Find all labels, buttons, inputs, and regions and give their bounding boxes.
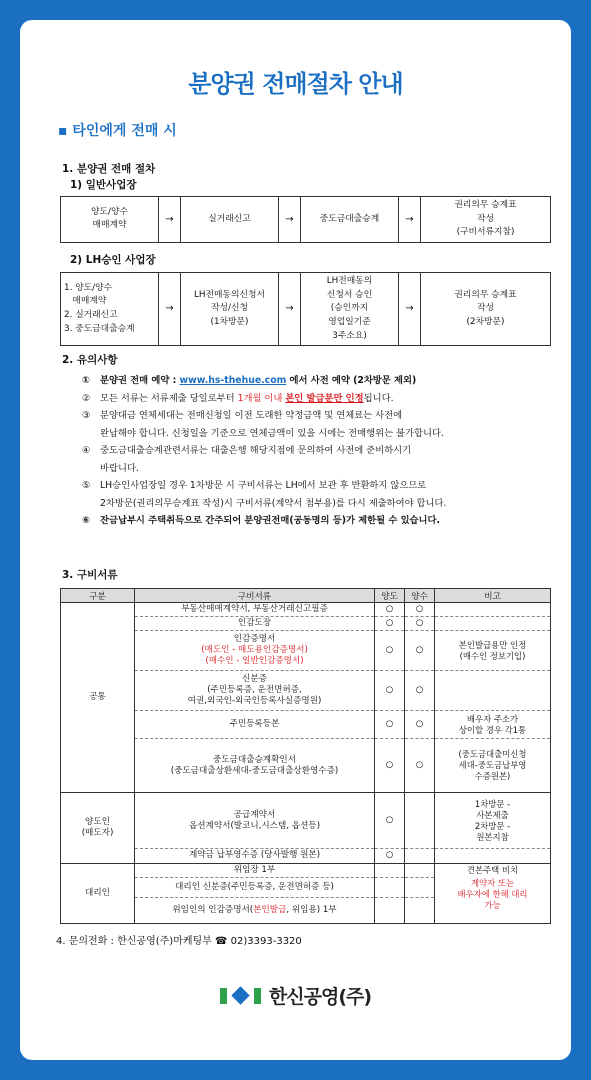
col-header: 비고: [435, 589, 551, 603]
doc-item: 위임장 1부: [135, 863, 375, 877]
logo-diamond-icon: [231, 986, 249, 1004]
doc-item: 중도금대출승계확인서 (중도금대출상환세대-중도금대출상환영수증): [135, 739, 375, 793]
doc-item: 계약금 납부영수증 (당사발행 원본): [135, 849, 375, 863]
notes-list: [82, 372, 552, 530]
mark: [375, 877, 405, 897]
doc-note: [435, 603, 551, 617]
section3-heading: 3. 구비서류: [62, 569, 118, 581]
section2-heading: 2. 유의사항: [62, 354, 118, 366]
flow-step-first: [61, 273, 159, 346]
note-item: ⑤ LH승인사업장일 경우 1차방문 시 구비서류는 LH에서 보관 후 반환하지 않으므로 2차방문(권리의무승계표 작성)시 구비서류(계약서 첨부용)를 다시 제출하여야 합니다.: [82, 480, 447, 509]
doc-item: 위임인의 인감증명서(본인발급, 위임용) 1부: [135, 897, 375, 923]
mark: ○: [375, 603, 405, 617]
note-item: ① 분양권 전매 예약 : www.hs-thehue.com 에서 사전 예약 (2차방문 제외): [82, 375, 417, 386]
flow-substep: 3. 중도금대출승계: [64, 323, 135, 334]
group-label: 대리인: [61, 863, 135, 923]
mark: [405, 849, 435, 863]
lh-site-heading: 2) LH승인 사업장: [70, 254, 156, 266]
doc-note: 견본주택 비치: [435, 863, 551, 877]
page-title: 분양권 전매절차 안내: [188, 70, 403, 98]
mark: ○: [375, 617, 405, 631]
mark: ○: [375, 671, 405, 711]
arrow-icon: →: [159, 197, 181, 243]
group-label: 공통: [61, 603, 135, 793]
doc-note: [435, 671, 551, 711]
mark: ○: [375, 711, 405, 739]
mark: ○: [375, 739, 405, 793]
mark: [405, 793, 435, 849]
contact-info: 4. 문의전화 : 한신공영(주)마케팅부 ☎ 02)3393-3320: [56, 936, 302, 947]
mark: ○: [405, 617, 435, 631]
mark: ○: [405, 711, 435, 739]
flow-step: 권리의무 승계표 작성 (2차방문): [421, 273, 551, 346]
mark: [405, 877, 435, 897]
subtitle: ▪ 타인에게 전매 시: [58, 123, 177, 139]
doc-item: 인감도장: [135, 617, 375, 631]
doc-item: 인감증명서 (매도인 - 매도용인감증명서) (매수인 - 일반인감증명서): [135, 631, 375, 671]
flow-step: 양도/양수 매매계약: [61, 197, 159, 243]
doc-note: 계약자 또는 배우자에 한해 대리 가능: [435, 877, 551, 923]
mark: ○: [405, 739, 435, 793]
flow-step: 권리의무 승계표 작성 (구비서류지참): [421, 197, 551, 243]
reservation-link[interactable]: www.hs-thehue.com: [179, 375, 287, 386]
arrow-icon: →: [399, 273, 421, 346]
arrow-icon: →: [279, 197, 301, 243]
doc-note: 본인발급용만 인정 (매수인 정보기입): [435, 631, 551, 671]
logo-bar-icon: [220, 988, 227, 1004]
mark: ○: [375, 631, 405, 671]
mark: ○: [405, 631, 435, 671]
col-header: 구비서류: [135, 589, 375, 603]
doc-item: 신분증 (주민등록증, 운전면허증, 여권,외국인-외국인등록사실증명원): [135, 671, 375, 711]
col-header: 구분: [61, 589, 135, 603]
logo-bar-icon: [254, 988, 261, 1004]
note-item: ③ 분양대금 연체세대는 전매신청일 이전 도래한 약정금액 및 연체료는 사전에 완납해야 합니다. 신청일을 기준으로 연체금액이 있을 시에는 전매행위는 불가합니다.: [82, 410, 444, 439]
doc-item: 대리인 신분증(주민등록증, 운전면허증 등): [135, 877, 375, 897]
general-flow-table: [60, 196, 551, 243]
arrow-icon: →: [279, 273, 301, 346]
note-item: ⑥ 잔금납부시 주택취득으로 간주되어 분양권전매(공동명의 등)가 제한될 수 있습니다.: [82, 515, 441, 526]
section1-heading: 1. 분양권 전매 절차: [62, 163, 156, 175]
doc-note: 1차방문 - 사본제출 2차방문 - 원본지참: [435, 793, 551, 849]
note-item: ② 모든 서류는 서류제출 당일로부터 1개월 이내 본인 발급분만 인정됩니다.: [82, 392, 394, 404]
col-header: 양도: [375, 589, 405, 603]
mark: [375, 897, 405, 923]
company-logo: [20, 982, 571, 1009]
doc-item: 공급계약서 옵션계약서(발코니,시스템, 옵션등): [135, 793, 375, 849]
mark: [405, 897, 435, 923]
col-header: 양수: [405, 589, 435, 603]
flow-step: 중도금대출승계: [301, 197, 399, 243]
mark: ○: [405, 671, 435, 711]
notice-card: [20, 20, 571, 1060]
doc-item: 주민등록등본: [135, 711, 375, 739]
doc-note: [435, 617, 551, 631]
lh-flow-table: [60, 272, 551, 346]
flow-substep: 2. 실거래신고: [64, 310, 118, 321]
doc-note: [435, 849, 551, 863]
doc-item: 부동산매매계약서, 부동산거래신고필증: [135, 603, 375, 617]
mark: ○: [375, 849, 405, 863]
arrow-icon: →: [399, 197, 421, 243]
doc-note: (중도금대출미신청 세대-중도금납부영 수증원본): [435, 739, 551, 793]
mark: ○: [375, 793, 405, 849]
arrow-icon: →: [159, 273, 181, 346]
note-item: ④ 중도금대출승계관련서류는 대출은행 해당지점에 문의하여 사전에 준비하시기 바랍니다.: [82, 445, 412, 474]
flow-substep: 1. 양도/양수 매매계약: [64, 282, 113, 307]
flow-step: LH전매동의 신청서 승인 (승인까지 영업일기준 3주소요): [301, 273, 399, 346]
mark: ○: [405, 603, 435, 617]
group-label: 양도인 (매도자): [61, 793, 135, 863]
flow-step: 실거래신고: [181, 197, 279, 243]
general-site-heading: 1) 일반사업장: [70, 179, 137, 191]
mark: [375, 863, 405, 877]
documents-table: [60, 588, 551, 924]
flow-step: LH전매동의신청서 작성/신청 (1차방문): [181, 273, 279, 346]
doc-note: 배우자 주소가 상이할 경우 각1통: [435, 711, 551, 739]
mark: [405, 863, 435, 877]
logo-text: 한신공영(주): [268, 986, 372, 1008]
